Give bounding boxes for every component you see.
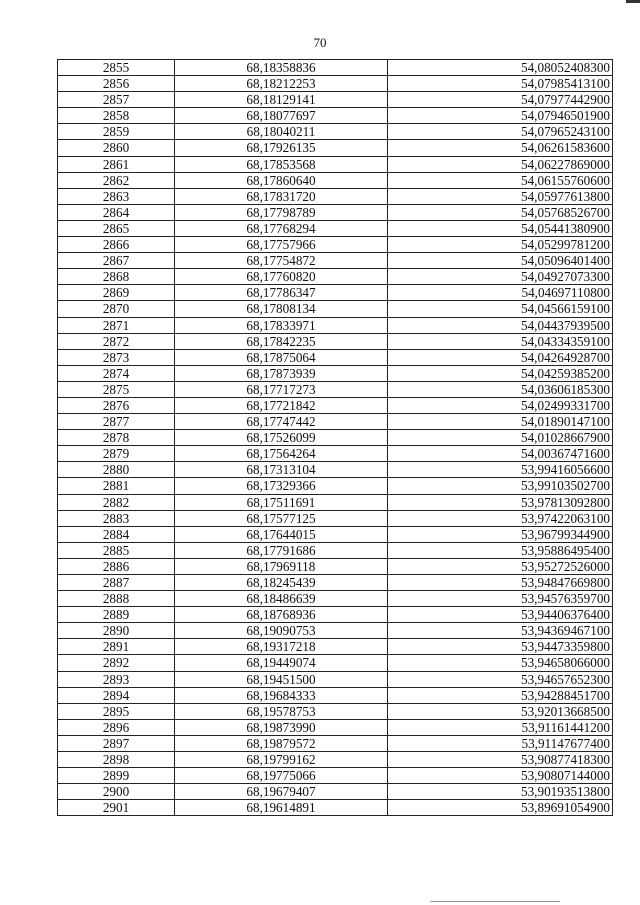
table-row xyxy=(58,703,613,719)
x-coordinate-cell: 68,18040211 xyxy=(175,124,388,140)
table-row xyxy=(58,510,613,526)
x-coordinate-cell: 68,19775066 xyxy=(175,768,388,784)
table-row xyxy=(58,542,613,558)
point-number-cell: 2881 xyxy=(58,478,175,494)
y-coordinate-cell: 53,95886495400 xyxy=(388,542,613,558)
table-row xyxy=(58,719,613,735)
y-coordinate-cell: 54,05096401400 xyxy=(388,253,613,269)
x-coordinate-cell: 68,18486639 xyxy=(175,591,388,607)
table-row xyxy=(58,494,613,510)
point-number-cell: 2872 xyxy=(58,333,175,349)
y-coordinate-cell: 53,91147677400 xyxy=(388,735,613,751)
x-coordinate-cell: 68,17577125 xyxy=(175,510,388,526)
y-coordinate-cell: 53,90877418300 xyxy=(388,752,613,768)
point-number-cell: 2862 xyxy=(58,172,175,188)
point-number-cell: 2892 xyxy=(58,655,175,671)
point-number-cell: 2897 xyxy=(58,735,175,751)
point-number-cell: 2893 xyxy=(58,671,175,687)
y-coordinate-cell: 54,04437939500 xyxy=(388,317,613,333)
x-coordinate-cell: 68,17808134 xyxy=(175,301,388,317)
x-coordinate-cell: 68,19449074 xyxy=(175,655,388,671)
y-coordinate-cell: 53,90193513800 xyxy=(388,784,613,800)
point-number-cell: 2898 xyxy=(58,752,175,768)
table-row xyxy=(58,317,613,333)
point-number-cell: 2894 xyxy=(58,687,175,703)
table-row xyxy=(58,301,613,317)
point-number-cell: 2857 xyxy=(58,92,175,108)
x-coordinate-cell: 68,17644015 xyxy=(175,526,388,542)
x-coordinate-cell: 68,17511691 xyxy=(175,494,388,510)
y-coordinate-cell: 54,04334359100 xyxy=(388,333,613,349)
y-coordinate-cell: 54,04264928700 xyxy=(388,349,613,365)
y-coordinate-cell: 53,94406376400 xyxy=(388,607,613,623)
x-coordinate-cell: 68,19090753 xyxy=(175,623,388,639)
table-row xyxy=(58,768,613,784)
point-number-cell: 2863 xyxy=(58,188,175,204)
table-row xyxy=(58,140,613,156)
y-coordinate-cell: 54,01890147100 xyxy=(388,414,613,430)
y-coordinate-cell: 54,06261583600 xyxy=(388,140,613,156)
y-coordinate-cell: 54,05977613800 xyxy=(388,188,613,204)
x-coordinate-cell: 68,17564264 xyxy=(175,446,388,462)
x-coordinate-cell: 68,17757966 xyxy=(175,237,388,253)
point-number-cell: 2879 xyxy=(58,446,175,462)
table-row xyxy=(58,655,613,671)
y-coordinate-cell: 54,03606185300 xyxy=(388,381,613,397)
point-number-cell: 2877 xyxy=(58,414,175,430)
x-coordinate-cell: 68,19684333 xyxy=(175,687,388,703)
table-row xyxy=(58,124,613,140)
y-coordinate-cell: 54,07965243100 xyxy=(388,124,613,140)
x-coordinate-cell: 68,17926135 xyxy=(175,140,388,156)
x-coordinate-cell: 68,18077697 xyxy=(175,108,388,124)
y-coordinate-cell: 53,94658066000 xyxy=(388,655,613,671)
y-coordinate-cell: 53,96799344900 xyxy=(388,526,613,542)
y-coordinate-cell: 54,07985413100 xyxy=(388,76,613,92)
table-row xyxy=(58,253,613,269)
y-coordinate-cell: 54,07946501900 xyxy=(388,108,613,124)
x-coordinate-cell: 68,17833971 xyxy=(175,317,388,333)
y-coordinate-cell: 53,95272526000 xyxy=(388,558,613,574)
x-coordinate-cell: 68,18245439 xyxy=(175,575,388,591)
point-number-cell: 2886 xyxy=(58,558,175,574)
table-row xyxy=(58,172,613,188)
x-coordinate-cell: 68,19451500 xyxy=(175,671,388,687)
table-row xyxy=(58,188,613,204)
table-row xyxy=(58,671,613,687)
y-coordinate-cell: 54,04927073300 xyxy=(388,269,613,285)
coordinates-table xyxy=(57,59,613,816)
point-number-cell: 2878 xyxy=(58,430,175,446)
y-coordinate-cell: 53,97813092800 xyxy=(388,494,613,510)
point-number-cell: 2868 xyxy=(58,269,175,285)
table-row xyxy=(58,365,613,381)
point-number-cell: 2885 xyxy=(58,542,175,558)
x-coordinate-cell: 68,18358836 xyxy=(175,60,388,76)
table-row xyxy=(58,575,613,591)
point-number-cell: 2888 xyxy=(58,591,175,607)
table-row xyxy=(58,237,613,253)
x-coordinate-cell: 68,17791686 xyxy=(175,542,388,558)
table-row xyxy=(58,800,613,816)
y-coordinate-cell: 54,05768526700 xyxy=(388,204,613,220)
y-coordinate-cell: 53,92013668500 xyxy=(388,703,613,719)
y-coordinate-cell: 53,94473359800 xyxy=(388,639,613,655)
y-coordinate-cell: 54,06227869000 xyxy=(388,156,613,172)
table-row xyxy=(58,478,613,494)
table-row xyxy=(58,108,613,124)
y-coordinate-cell: 53,94657652300 xyxy=(388,671,613,687)
table-row xyxy=(58,333,613,349)
x-coordinate-cell: 68,19578753 xyxy=(175,703,388,719)
x-coordinate-cell: 68,17860640 xyxy=(175,172,388,188)
y-coordinate-cell: 53,94369467100 xyxy=(388,623,613,639)
point-number-cell: 2871 xyxy=(58,317,175,333)
point-number-cell: 2884 xyxy=(58,526,175,542)
table-row xyxy=(58,414,613,430)
y-coordinate-cell: 54,02499331700 xyxy=(388,397,613,413)
scan-corner-mark xyxy=(626,0,640,3)
y-coordinate-cell: 53,91161441200 xyxy=(388,719,613,735)
table-row xyxy=(58,269,613,285)
table-row xyxy=(58,623,613,639)
point-number-cell: 2875 xyxy=(58,381,175,397)
table-row xyxy=(58,349,613,365)
x-coordinate-cell: 68,17717273 xyxy=(175,381,388,397)
y-coordinate-cell: 54,04566159100 xyxy=(388,301,613,317)
point-number-cell: 2861 xyxy=(58,156,175,172)
point-number-cell: 2876 xyxy=(58,397,175,413)
table-row xyxy=(58,735,613,751)
table-row xyxy=(58,687,613,703)
x-coordinate-cell: 68,17831720 xyxy=(175,188,388,204)
table-row xyxy=(58,285,613,301)
point-number-cell: 2866 xyxy=(58,237,175,253)
table-row xyxy=(58,462,613,478)
y-coordinate-cell: 54,01028667900 xyxy=(388,430,613,446)
table-row xyxy=(58,60,613,76)
point-number-cell: 2890 xyxy=(58,623,175,639)
y-coordinate-cell: 54,08052408300 xyxy=(388,60,613,76)
table-row xyxy=(58,156,613,172)
table-row xyxy=(58,639,613,655)
table-row xyxy=(58,397,613,413)
table-row xyxy=(58,526,613,542)
y-coordinate-cell: 54,05441380900 xyxy=(388,220,613,236)
x-coordinate-cell: 68,17798789 xyxy=(175,204,388,220)
point-number-cell: 2901 xyxy=(58,800,175,816)
point-number-cell: 2867 xyxy=(58,253,175,269)
table-row xyxy=(58,558,613,574)
y-coordinate-cell: 53,94847669800 xyxy=(388,575,613,591)
table-row xyxy=(58,607,613,623)
table-row xyxy=(58,204,613,220)
x-coordinate-cell: 68,17721842 xyxy=(175,397,388,413)
table-row xyxy=(58,430,613,446)
y-coordinate-cell: 54,00367471600 xyxy=(388,446,613,462)
y-coordinate-cell: 53,94288451700 xyxy=(388,687,613,703)
point-number-cell: 2860 xyxy=(58,140,175,156)
point-number-cell: 2895 xyxy=(58,703,175,719)
x-coordinate-cell: 68,17875064 xyxy=(175,349,388,365)
point-number-cell: 2883 xyxy=(58,510,175,526)
x-coordinate-cell: 68,19614891 xyxy=(175,800,388,816)
x-coordinate-cell: 68,17786347 xyxy=(175,285,388,301)
x-coordinate-cell: 68,17969118 xyxy=(175,558,388,574)
x-coordinate-cell: 68,19879572 xyxy=(175,735,388,751)
y-coordinate-cell: 53,94576359700 xyxy=(388,591,613,607)
point-number-cell: 2856 xyxy=(58,76,175,92)
x-coordinate-cell: 68,18129141 xyxy=(175,92,388,108)
page-number: 70 xyxy=(313,35,327,50)
y-coordinate-cell: 53,99416056600 xyxy=(388,462,613,478)
x-coordinate-cell: 68,17754872 xyxy=(175,253,388,269)
x-coordinate-cell: 68,17329366 xyxy=(175,478,388,494)
point-number-cell: 2900 xyxy=(58,784,175,800)
point-number-cell: 2880 xyxy=(58,462,175,478)
x-coordinate-cell: 68,17313104 xyxy=(175,462,388,478)
point-number-cell: 2887 xyxy=(58,575,175,591)
point-number-cell: 2882 xyxy=(58,494,175,510)
point-number-cell: 2870 xyxy=(58,301,175,317)
point-number-cell: 2864 xyxy=(58,204,175,220)
x-coordinate-cell: 68,19799162 xyxy=(175,752,388,768)
x-coordinate-cell: 68,17873939 xyxy=(175,365,388,381)
point-number-cell: 2865 xyxy=(58,220,175,236)
y-coordinate-cell: 54,06155760600 xyxy=(388,172,613,188)
x-coordinate-cell: 68,17760820 xyxy=(175,269,388,285)
point-number-cell: 2899 xyxy=(58,768,175,784)
table-row xyxy=(58,591,613,607)
table-row xyxy=(58,76,613,92)
y-coordinate-cell: 53,89691054900 xyxy=(388,800,613,816)
table-row xyxy=(58,92,613,108)
point-number-cell: 2869 xyxy=(58,285,175,301)
y-coordinate-cell: 54,07977442900 xyxy=(388,92,613,108)
point-number-cell: 2889 xyxy=(58,607,175,623)
point-number-cell: 2873 xyxy=(58,349,175,365)
point-number-cell: 2859 xyxy=(58,124,175,140)
x-coordinate-cell: 68,18212253 xyxy=(175,76,388,92)
x-coordinate-cell: 68,19679407 xyxy=(175,784,388,800)
table-row xyxy=(58,381,613,397)
x-coordinate-cell: 68,18768936 xyxy=(175,607,388,623)
y-coordinate-cell: 53,99103502700 xyxy=(388,478,613,494)
x-coordinate-cell: 68,17747442 xyxy=(175,414,388,430)
y-coordinate-cell: 53,97422063100 xyxy=(388,510,613,526)
table-row xyxy=(58,446,613,462)
table-row xyxy=(58,752,613,768)
point-number-cell: 2896 xyxy=(58,719,175,735)
x-coordinate-cell: 68,17526099 xyxy=(175,430,388,446)
point-number-cell: 2874 xyxy=(58,365,175,381)
y-coordinate-cell: 53,90807144000 xyxy=(388,768,613,784)
y-coordinate-cell: 54,05299781200 xyxy=(388,237,613,253)
point-number-cell: 2858 xyxy=(58,108,175,124)
x-coordinate-cell: 68,19873990 xyxy=(175,719,388,735)
x-coordinate-cell: 68,17853568 xyxy=(175,156,388,172)
scan-bottom-line xyxy=(430,901,560,902)
y-coordinate-cell: 54,04259385200 xyxy=(388,365,613,381)
x-coordinate-cell: 68,17842235 xyxy=(175,333,388,349)
x-coordinate-cell: 68,17768294 xyxy=(175,220,388,236)
point-number-cell: 2891 xyxy=(58,639,175,655)
x-coordinate-cell: 68,19317218 xyxy=(175,639,388,655)
point-number-cell: 2855 xyxy=(58,60,175,76)
table-row xyxy=(58,220,613,236)
y-coordinate-cell: 54,04697110800 xyxy=(388,285,613,301)
coordinates-table-body xyxy=(58,60,613,816)
table-row xyxy=(58,784,613,800)
